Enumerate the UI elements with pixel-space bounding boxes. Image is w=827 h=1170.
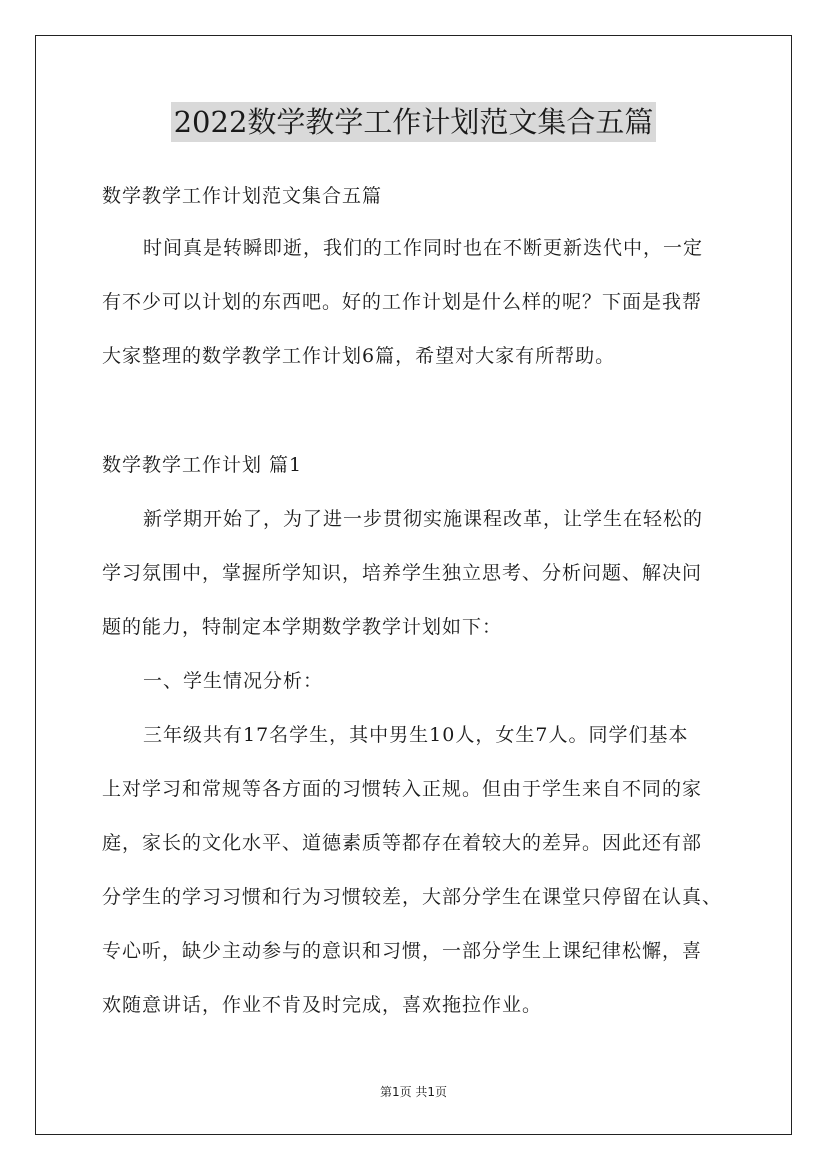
para2-line-3: 庭，家长的文化水平、道德素质等都存在着较大的差异。因此还有部 [102, 832, 703, 854]
title-container [0, 102, 827, 142]
intro-line-2: 有不少可以计划的东西吧。好的工作计划是什么样的呢？下面是我帮 [102, 291, 703, 313]
page-number-footer: 第1页 共1页 [379, 1085, 448, 1099]
para2-line-1: 三年级共有17名学生，其中男生10人，女生7人。同学们基本 [143, 724, 689, 746]
document-title: 2022数学教学工作计划范文集合五篇 [171, 102, 657, 142]
para1-line-1: 新学期开始了，为了进一步贯彻实施课程改革，让学生在轻松的 [143, 508, 704, 530]
intro-line-3: 大家整理的数学教学工作计划6篇，希望对大家有所帮助。 [102, 345, 616, 367]
para2-line-4: 分学生的学习习惯和行为习惯较差，大部分学生在课堂只停留在认真、 [102, 886, 723, 908]
para1-line-3: 题的能力，特制定本学期数学教学计划如下： [102, 616, 503, 638]
document-subtitle: 数学教学工作计划范文集合五篇 [102, 185, 383, 207]
para1-line-2: 学习氛围中，掌握所学知识，培养学生独立思考、分析问题、解决问 [102, 562, 703, 584]
subheading: 一、学生情况分析： [143, 670, 324, 692]
para2-line-2: 上对学习和常规等各方面的习惯转入正规。但由于学生来自不同的家 [102, 778, 703, 800]
para2-line-6: 欢随意讲话，作业不肯及时完成，喜欢拖拉作业。 [102, 994, 543, 1016]
intro-line-1: 时间真是转瞬即逝，我们的工作同时也在不断更新迭代中，一定 [143, 237, 704, 259]
section-heading: 数学教学工作计划 篇1 [102, 454, 303, 476]
para2-line-5: 专心听，缺少主动参与的意识和习惯，一部分学生上课纪律松懈，喜 [102, 940, 703, 962]
